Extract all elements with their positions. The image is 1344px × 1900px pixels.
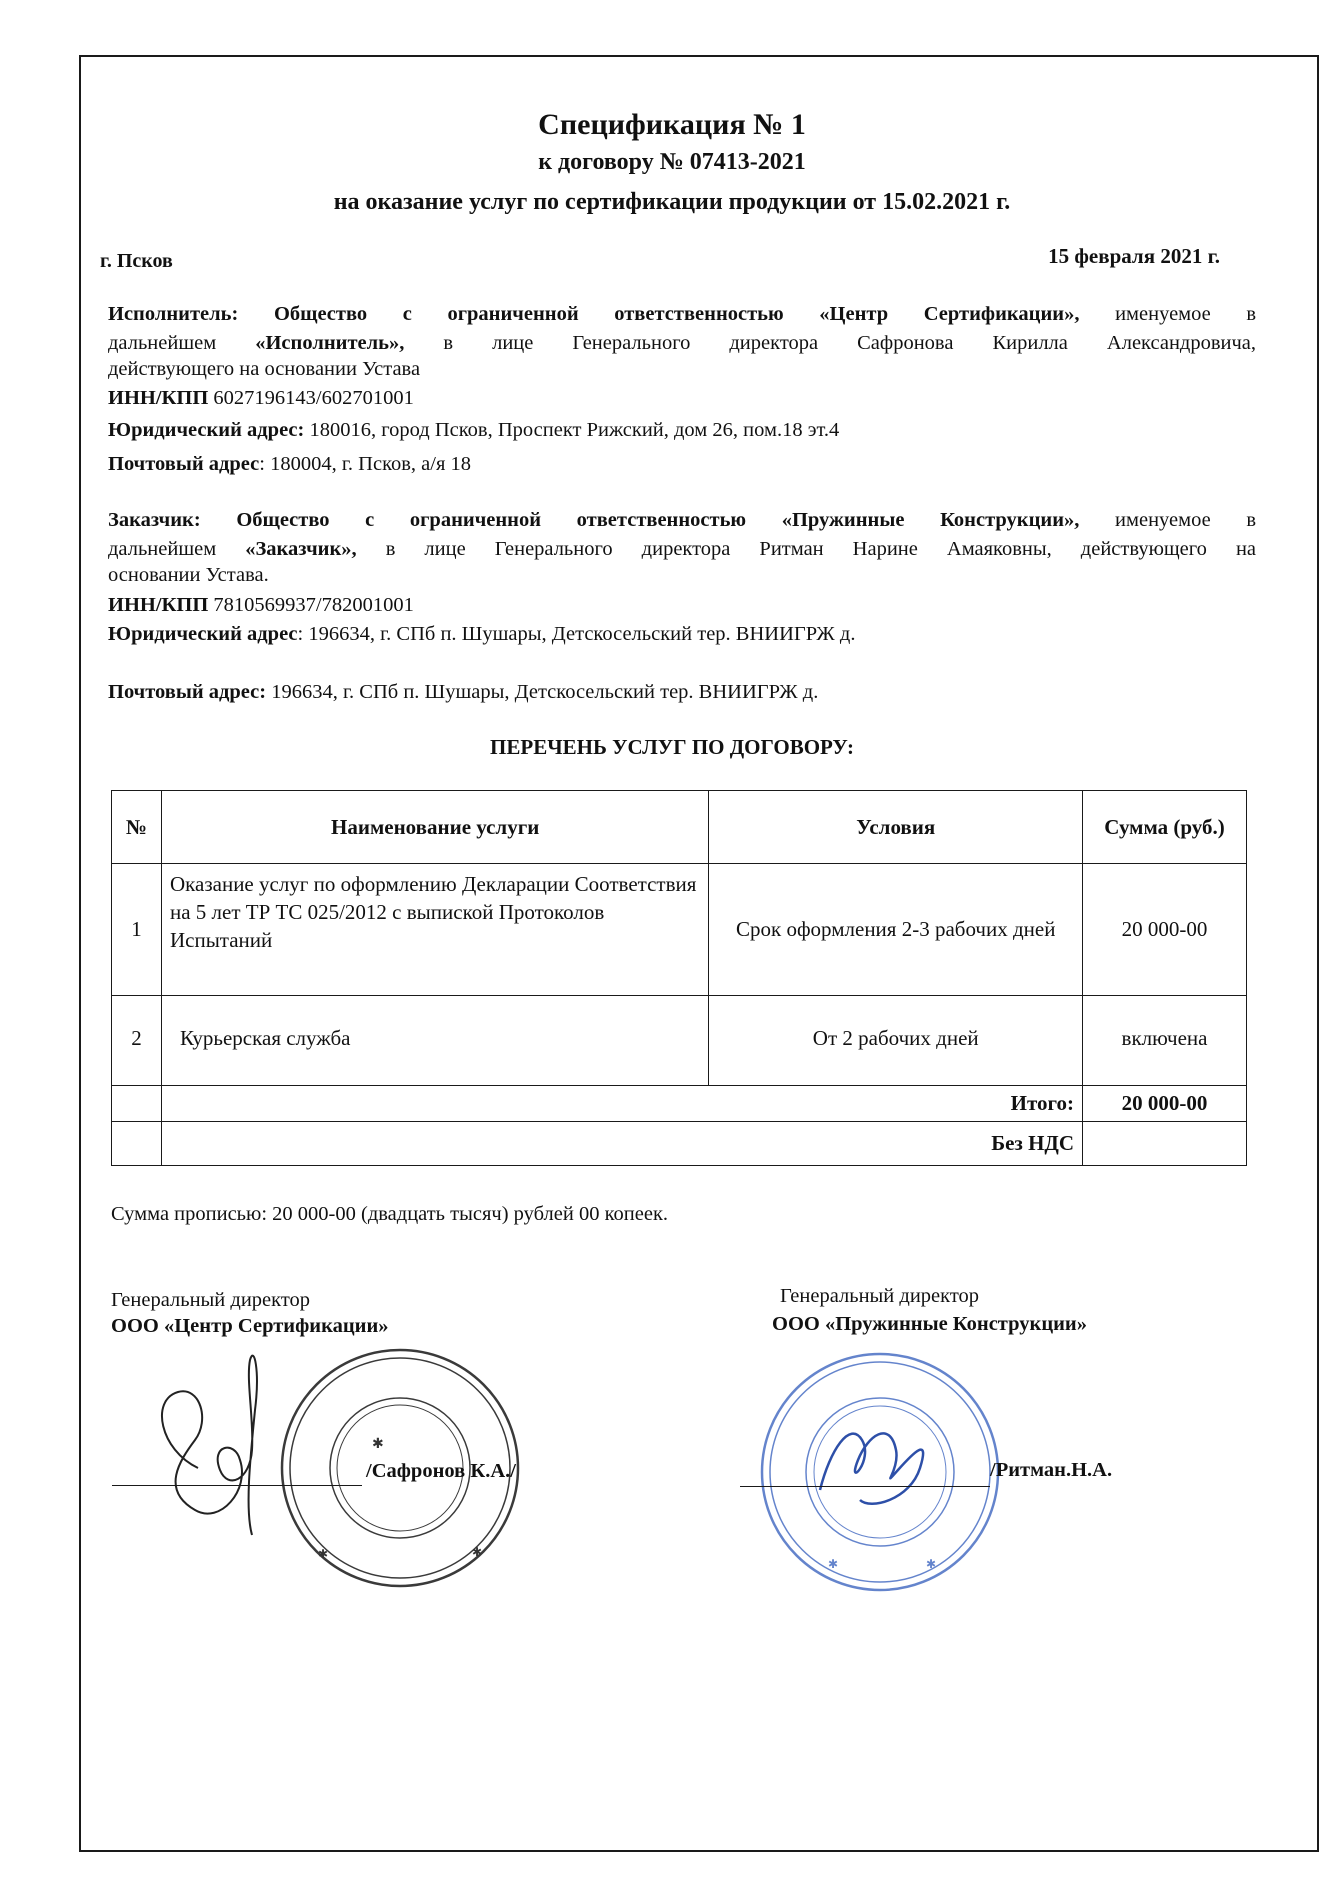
customer-line-2: дальнейшем «Заказчик», в лице Генерального директора Ритман Нарине Амаяковны, действующего на	[108, 538, 1257, 560]
service-conditions: Срок оформления 2-3 рабочих дней	[709, 864, 1083, 996]
executor-line-3: действующего на основании Устава	[108, 358, 421, 380]
row-number: 1	[112, 864, 162, 996]
executor-signatory-org: ООО «Центр Сертификации»	[111, 1315, 389, 1337]
svg-text:✱: ✱	[372, 1436, 384, 1452]
executor-legal-address: Юридический адрес: 180016, город Псков, Проспект Рижский, дом 26, пом.18 эт.4	[108, 419, 840, 441]
customer-stamp-and-signature	[750, 1340, 1010, 1600]
customer-signatory-title: Генеральный директор	[780, 1285, 980, 1307]
executor-signatory-title: Генеральный директор	[111, 1289, 311, 1311]
services-heading: ПЕРЕЧЕНЬ УСЛУГ ПО ДОГОВОРУ:	[490, 735, 854, 759]
table-row	[112, 864, 1247, 996]
total-label: Итого:	[161, 1086, 1082, 1122]
svg-text:✱: ✱	[318, 1547, 329, 1561]
executor-postal-address: Почтовый адрес: 180004, г. Псков, а/я 18	[108, 453, 472, 475]
customer-signatory-org: ООО «Пружинные Конструкции»	[772, 1313, 1087, 1335]
total-row	[112, 1086, 1247, 1122]
customer-legal-address: Юридический адрес: 196634, г. СПб п. Шушары, Детскосельский тер. ВНИИГРЖ д.	[108, 623, 856, 645]
executor-signatory-name: /Сафронов К.А./	[366, 1460, 516, 1482]
service-name: Курьерская служба	[161, 996, 708, 1086]
service-amount: включена	[1083, 996, 1247, 1086]
executor-signature-icon	[162, 1356, 257, 1535]
row-number: 2	[112, 996, 162, 1086]
services-table	[111, 790, 1247, 1166]
svg-text:✱: ✱	[472, 1545, 483, 1559]
column-header-number: №	[112, 791, 162, 864]
executor-signature-line	[112, 1485, 362, 1486]
customer-inn: ИНН/КПП 7810569937/782001001	[108, 594, 414, 616]
total-value: 20 000-00	[1083, 1086, 1247, 1122]
executor-line-2: дальнейшем «Исполнитель», в лице Генерального директора Сафронова Кирилла Александровича,	[108, 332, 1257, 354]
executor-inn: ИНН/КПП 6027196143/602701001	[108, 387, 414, 409]
service-name: Оказание услуг по оформлению Декларации Соответствия на 5 лет ТР ТС 025/2012 с выпиской Протоколов Испытаний	[161, 864, 708, 996]
svg-text:✱: ✱	[828, 1557, 839, 1571]
document-date: 15 февраля 2021 г.	[1048, 244, 1220, 268]
customer-stamp	[762, 1354, 998, 1590]
document-title: Спецификация № 1	[538, 108, 806, 141]
customer-postal-address: Почтовый адрес: 196634, г. СПб п. Шушары, Детскосельский тер. ВНИИГРЖ д.	[108, 681, 819, 703]
contract-reference: к договору № 07413-2021	[538, 149, 806, 175]
customer-line-1: Заказчик: Общество с ограниченной ответственностью «Пружинные Конструкции», именуемое в	[108, 509, 1257, 531]
column-header-service: Наименование услуги	[161, 791, 708, 864]
amount-in-words: Сумма прописью: 20 000-00 (двадцать тысяч) рублей 00 копеек.	[111, 1203, 669, 1225]
city: г. Псков	[100, 250, 173, 272]
svg-text:✱: ✱	[926, 1557, 937, 1571]
column-header-conditions: Условия	[709, 791, 1083, 864]
customer-signatory-name: /Ритман.Н.А.	[990, 1459, 1113, 1481]
table-header-row	[112, 791, 1247, 864]
vat-label: Без НДС	[161, 1122, 1082, 1166]
executor-line-1: Исполнитель: Общество с ограниченной ответственностью «Центр Сертификации», именуемое в	[108, 303, 1257, 325]
column-header-amount: Сумма (руб.)	[1083, 791, 1247, 864]
customer-signature-line	[740, 1486, 990, 1487]
contract-subject: на оказание услуг по сертификации продукции от 15.02.2021 г.	[333, 189, 1011, 215]
table-row	[112, 996, 1247, 1086]
service-conditions: От 2 рабочих дней	[709, 996, 1083, 1086]
service-amount: 20 000-00	[1083, 864, 1247, 996]
customer-line-3: основании Устава.	[108, 564, 269, 586]
vat-row	[112, 1122, 1247, 1166]
customer-signature-icon	[820, 1433, 923, 1503]
